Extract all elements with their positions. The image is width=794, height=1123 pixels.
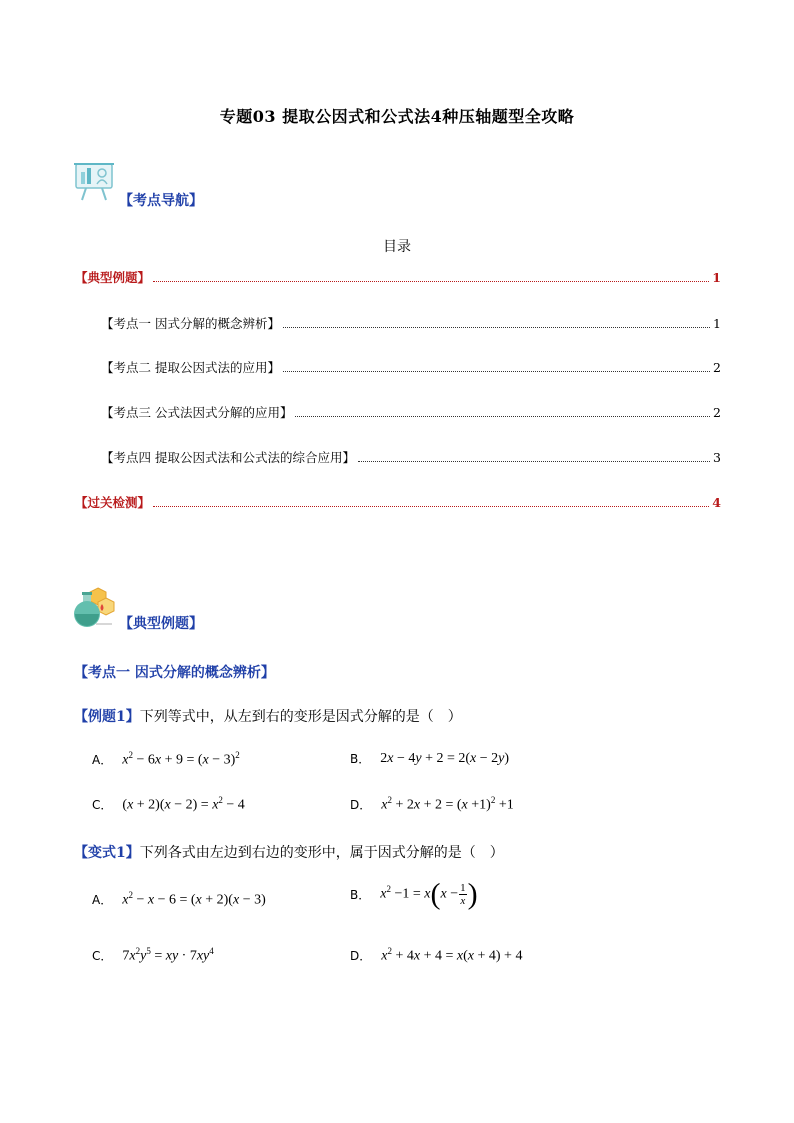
toc-page: 1 — [712, 270, 721, 285]
page-title: 专题03 提取公因式和公式法4种压轴题型全攻略 — [219, 107, 575, 126]
toc-row-point2[interactable] — [101, 358, 721, 376]
option-formula: $7x^2y^5$ = xy · $7xy^4$ — [122, 946, 214, 964]
toc-label: 【典型例题】 — [75, 270, 151, 285]
examples-header: 【典型例题】 — [119, 616, 203, 632]
variant1-option-d[interactable] — [350, 946, 522, 965]
example1-option-d[interactable] — [350, 795, 514, 814]
example1-question: 下列等式中，从左到右的变形是因式分解的是（ ） — [139, 709, 462, 725]
variant1-option-a[interactable] — [92, 890, 266, 909]
variant1-tag: 【变式1】 — [74, 845, 140, 861]
toc-label: 【考点三 公式法因式分解的应用】 — [101, 405, 293, 420]
example1-option-b[interactable] — [350, 750, 509, 767]
variant1-option-c[interactable] — [92, 946, 214, 965]
option-letter: C． — [92, 797, 113, 812]
option-formula: $x^2 -1 = x(x$ − $\frac{1}{x}$ ) — [380, 877, 478, 911]
toc-page: 2 — [713, 405, 721, 420]
toc-page: 4 — [712, 495, 721, 510]
toc-page: 3 — [713, 450, 721, 465]
option-letter: A． — [92, 752, 113, 767]
toc-row-point1[interactable] — [101, 314, 721, 332]
nav-header: 【考点导航】 — [119, 193, 203, 209]
option-letter: D． — [350, 948, 372, 963]
toc-label: 【考点二 提取公因式法的应用】 — [101, 360, 280, 375]
option-letter: B． — [350, 752, 371, 766]
example1-option-c[interactable] — [92, 795, 245, 814]
option-formula: $x^2 - x - 6 = (x + 2)(x - 3)$ — [122, 890, 266, 908]
toc-label: 【过关检测】 — [75, 495, 151, 510]
option-formula: $(x + 2)(x - 2) = x^2 - 4$ — [122, 795, 245, 813]
option-formula: $x^2 - 6x + 9 = (x - 3)^2$ — [122, 750, 240, 768]
toc-title: 目录 — [383, 239, 411, 255]
variant1-question: 下列各式由左边到右边的变形中，属于因式分解的是（ ） — [139, 845, 504, 861]
toc-row-point4[interactable] — [101, 448, 721, 466]
example1-option-a[interactable] — [92, 750, 240, 769]
toc-page: 2 — [713, 360, 721, 375]
toc-page: 1 — [713, 316, 721, 331]
presentation-board-icon — [72, 160, 120, 202]
option-formula: $x^2 + 2x + 2 = (x +1)^2 +1$ — [381, 795, 514, 813]
variant1-option-b[interactable] — [350, 877, 478, 911]
toc-label: 【考点一 因式分解的概念辨析】 — [101, 316, 280, 331]
chemistry-flask-icon — [72, 586, 116, 630]
toc-leader — [283, 370, 710, 372]
toc-row-point3[interactable] — [101, 403, 721, 421]
variant1-question-line — [74, 842, 504, 862]
point1-header: 【考点一 因式分解的概念辨析】 — [74, 665, 275, 681]
option-letter: A． — [92, 892, 113, 907]
toc-row-examples[interactable] — [75, 268, 721, 286]
toc-label: 【考点四 提取公因式法和公式法的综合应用】 — [101, 450, 355, 465]
option-formula: 2x − 4y + 2 = 2(x − 2y) — [380, 750, 510, 766]
option-letter: C． — [92, 948, 113, 963]
example1-question-line — [74, 706, 462, 726]
option-formula: $x^2 + 4x + 4 = x(x + 4) + 4$ — [381, 946, 523, 964]
toc-leader — [153, 280, 709, 282]
option-letter: D． — [350, 797, 372, 812]
option-letter: B． — [350, 888, 371, 902]
toc-leader — [358, 460, 710, 462]
toc-leader — [283, 326, 710, 328]
toc-row-checks[interactable] — [75, 493, 721, 511]
toc-leader — [153, 505, 709, 507]
toc-leader — [295, 415, 710, 417]
example1-tag: 【例题1】 — [74, 709, 140, 725]
